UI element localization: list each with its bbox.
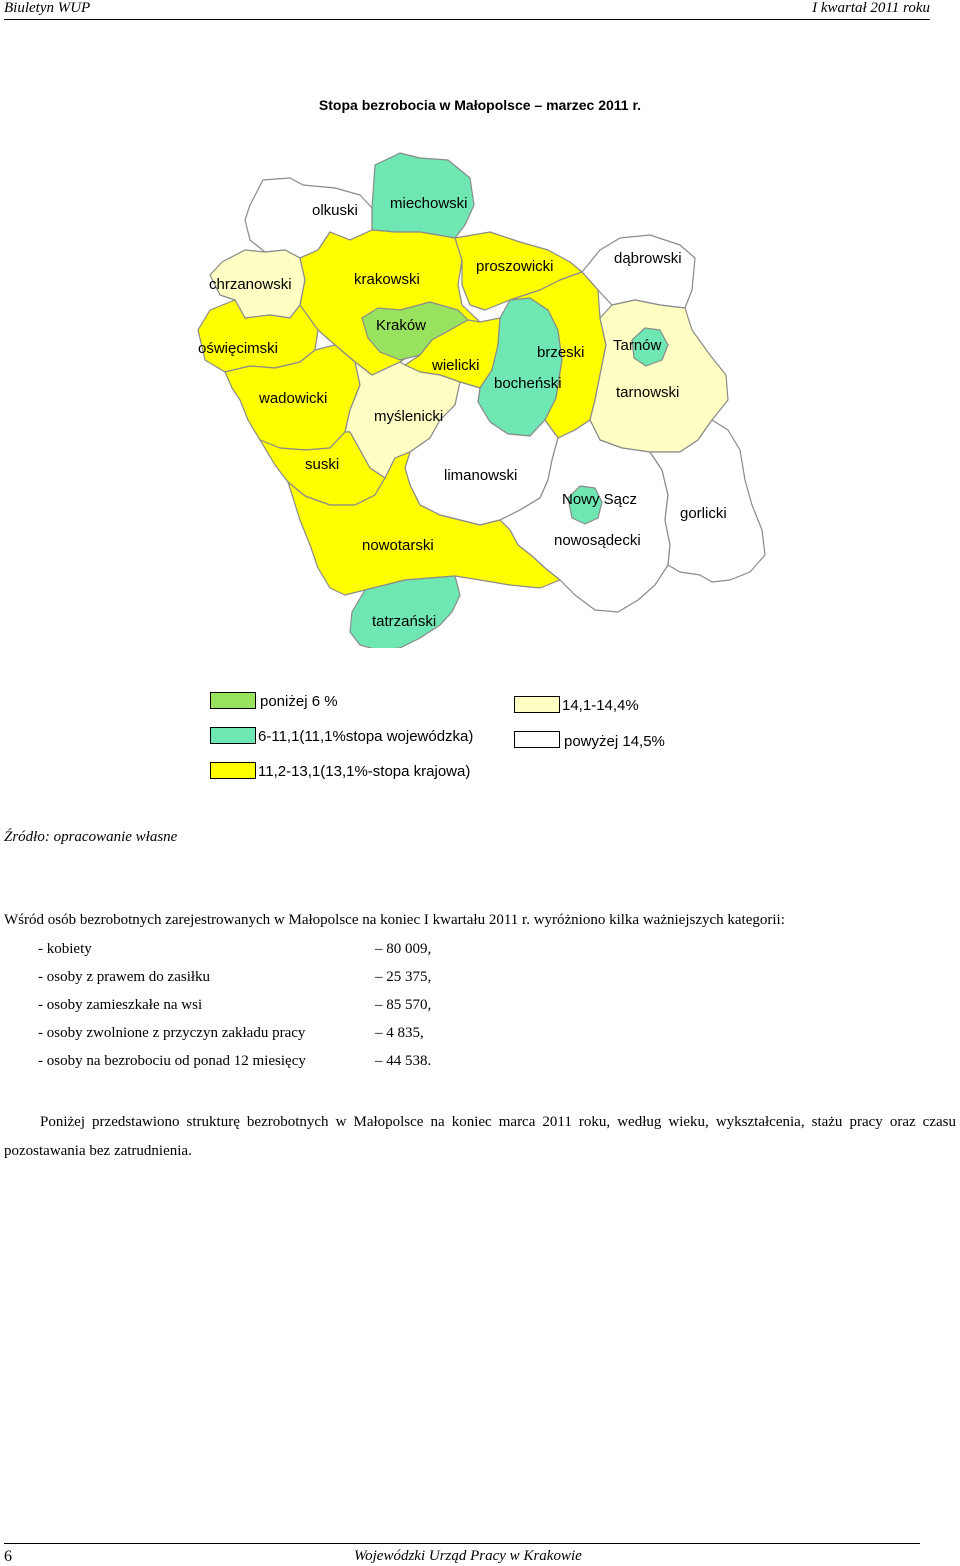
stat-label: - osoby z prawem do zasiłku [38,969,211,985]
header-title: Biuletyn WUP [4,0,91,16]
legend-swatch-above14 [514,731,560,748]
label-krakow: Kraków [376,317,427,334]
intro-text: Wśród osób bezrobotnych zarejestrowanych w Małopolsce na koniec I kwartału 2011 r. wyróżniono kilka ważniejszych kategorii: [4,912,785,928]
label-myslenicki: myślenicki [374,408,444,425]
stat-value: – 85 570, [375,997,432,1013]
label-tatrzanski: tatrzański [372,613,437,630]
stat-label: - osoby zwolnione z przyczyn zakładu pracy [38,1025,306,1041]
label-nowotarski: nowotarski [362,537,434,554]
label-suski: suski [305,456,340,473]
label-brzeski: brzeski [537,344,585,361]
label-wadowicki: wadowicki [259,390,328,407]
footer-institution: Wojewódzki Urząd Pracy w Krakowie [354,1548,582,1564]
legend-label-14-14: 14,1-14,4% [562,697,639,714]
label-nowy-sacz: Nowy Sącz [562,491,638,508]
label-gorlicki: gorlicki [680,505,727,522]
label-olkuski: olkuski [312,202,358,219]
header-period: I kwartał 2011 roku [812,0,930,16]
stat-value: – 44 538. [375,1053,432,1069]
stat-label: - kobiety [38,941,92,957]
label-oswiecimski: oświęcimski [198,340,279,357]
legend-label-below6: poniżej 6 % [260,693,338,710]
source-note: Źródło: opracowanie własne [4,829,178,845]
label-tarnow: Tarnów [613,337,662,354]
stat-value: – 4 835, [375,1025,424,1041]
label-nowosadecki: nowosądecki [554,532,641,549]
label-wielicki: wielicki [432,357,480,374]
label-proszowicki: proszowicki [476,258,554,275]
malopolska-unemployment-map [185,148,775,648]
legend-label-11-13: 11,2-13,1(13,1%-stopa krajowa) [258,763,471,780]
label-chrzanowski: chrzanowski [209,276,292,293]
legend-swatch-below6 [210,692,256,709]
legend-swatch-14-14 [514,696,560,713]
map-title: Stopa bezrobocia w Małopolsce – marzec 2011 r. [318,97,642,113]
legend-swatch-6-11 [210,727,256,744]
legend-label-above14: powyżej 14,5% [564,733,665,750]
label-dabrowski: dąbrowski [614,250,682,267]
label-miechowski: miechowski [390,195,468,212]
label-limanowski: limanowski [444,467,518,484]
page-footer [4,1543,920,1566]
stat-label: - osoby zamieszkałe na wsi [38,997,203,1013]
page-number: 6 [4,1548,12,1565]
stat-value: – 25 375, [375,969,432,985]
label-tarnowski: tarnowski [616,384,680,401]
label-krakowski: krakowski [354,271,420,288]
label-bochenski: bocheński [494,375,562,392]
stat-value: – 80 009, [375,941,432,957]
page-header [4,0,930,20]
stat-label: - osoby na bezrobociu od ponad 12 miesięcy [38,1053,306,1069]
legend-label-6-11: 6-11,1(11,1%stopa wojewódzka) [258,728,474,745]
structure-paragraph: Poniżej przedstawiono strukturę bezrobotnych w Małopolsce na koniec marca 2011 roku, według wieku, wykształcenia, stażu pracy oraz czasu pozostawania bez zatrudnienia. [4,1114,956,1159]
legend-swatch-11-13 [210,762,256,779]
